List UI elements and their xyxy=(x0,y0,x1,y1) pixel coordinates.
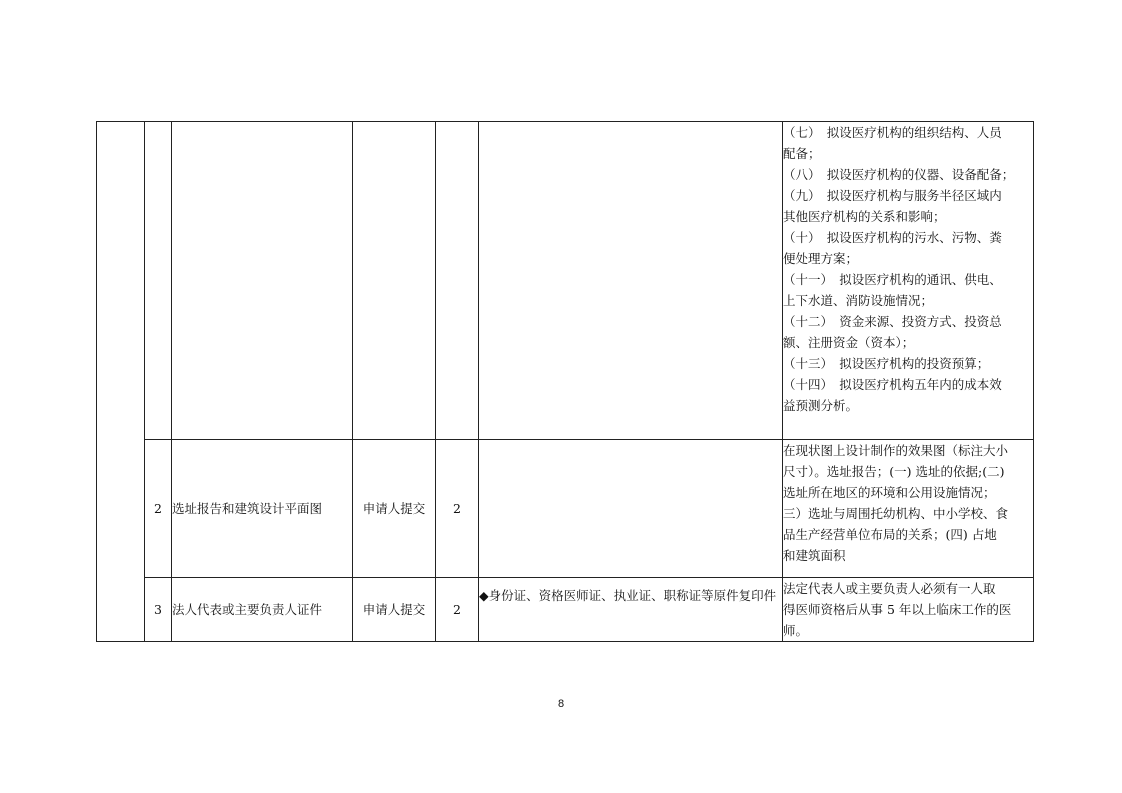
seq-cell xyxy=(145,122,172,440)
copies-cell: 2 xyxy=(436,440,479,578)
note-line: 益预测分析。 xyxy=(783,398,859,413)
requirement-cell xyxy=(479,440,783,578)
note-line: 法定代表人或主要负责人必须有一人取 xyxy=(783,581,996,596)
note-line: 选址所在地区的环境和公用设施情况； xyxy=(783,485,996,500)
note-line: （十二） 资金来源、投资方式、投资总 xyxy=(783,314,1002,329)
category-cell xyxy=(97,122,145,642)
note-line: 三）选址与周围托幼机构、中小学校、食 xyxy=(783,506,1009,521)
note-line: 得医师资格后从事 5 年以上临床工作的医 xyxy=(783,602,1012,617)
item-cell: 选址报告和建筑设计平面图 xyxy=(172,440,353,578)
requirement-cell: ◆身份证、资格医师证、执业证、职称证等原件复印件 xyxy=(479,578,783,642)
item-cell: 法人代表或主要负责人证件 xyxy=(172,578,353,642)
note-line: 尺寸）。选址报告；(一) 选址的依据;(二) xyxy=(783,464,1005,479)
requirement-cell xyxy=(479,122,783,440)
copies-cell: 2 xyxy=(436,578,479,642)
notes-cell xyxy=(783,122,1034,440)
source-cell: 申请人提交 xyxy=(353,440,436,578)
notes-cell xyxy=(783,440,1034,578)
note-line: （十） 拟设医疗机构的污水、污物、粪 xyxy=(783,230,1002,245)
table-row xyxy=(97,122,1034,440)
seq-cell: 2 xyxy=(145,440,172,578)
note-line: （十三） 拟设医疗机构的投资预算； xyxy=(783,356,990,371)
notes-cell xyxy=(783,578,1034,642)
note-line: 配备； xyxy=(783,146,821,161)
note-line: （七） 拟设医疗机构的组织结构、人员 xyxy=(783,125,1002,140)
table-row xyxy=(97,440,1034,578)
note-line: （十四） 拟设医疗机构五年内的成本效 xyxy=(783,377,1002,392)
note-line: 额、注册资金（资本）； xyxy=(783,335,915,350)
note-line: 师。 xyxy=(783,623,809,638)
page-number: 8 xyxy=(557,698,565,710)
source-cell xyxy=(353,122,436,440)
note-line: 其他医疗机构的关系和影响； xyxy=(783,209,946,224)
source-cell: 申请人提交 xyxy=(353,578,436,642)
note-line: 上下水道、消防设施情况； xyxy=(783,293,934,308)
note-line: 和建筑面积 xyxy=(783,548,846,563)
item-cell xyxy=(172,122,353,440)
seq-cell: 3 xyxy=(145,578,172,642)
note-line: 品生产经营单位布局的关系；(四) 占地 xyxy=(783,527,997,542)
note-line: （八） 拟设医疗机构的仪器、设备配备； xyxy=(783,167,1015,182)
copies-cell xyxy=(436,122,479,440)
note-line: （十一） 拟设医疗机构的通讯、供电、 xyxy=(783,272,1002,287)
note-line: 在现状图上设计制作的效果图（标注大小 xyxy=(783,443,1009,458)
note-line: 便处理方案； xyxy=(783,251,859,266)
requirements-table xyxy=(96,121,1034,642)
table-row xyxy=(97,578,1034,642)
note-line: （九） 拟设医疗机构与服务半径区域内 xyxy=(783,188,1002,203)
